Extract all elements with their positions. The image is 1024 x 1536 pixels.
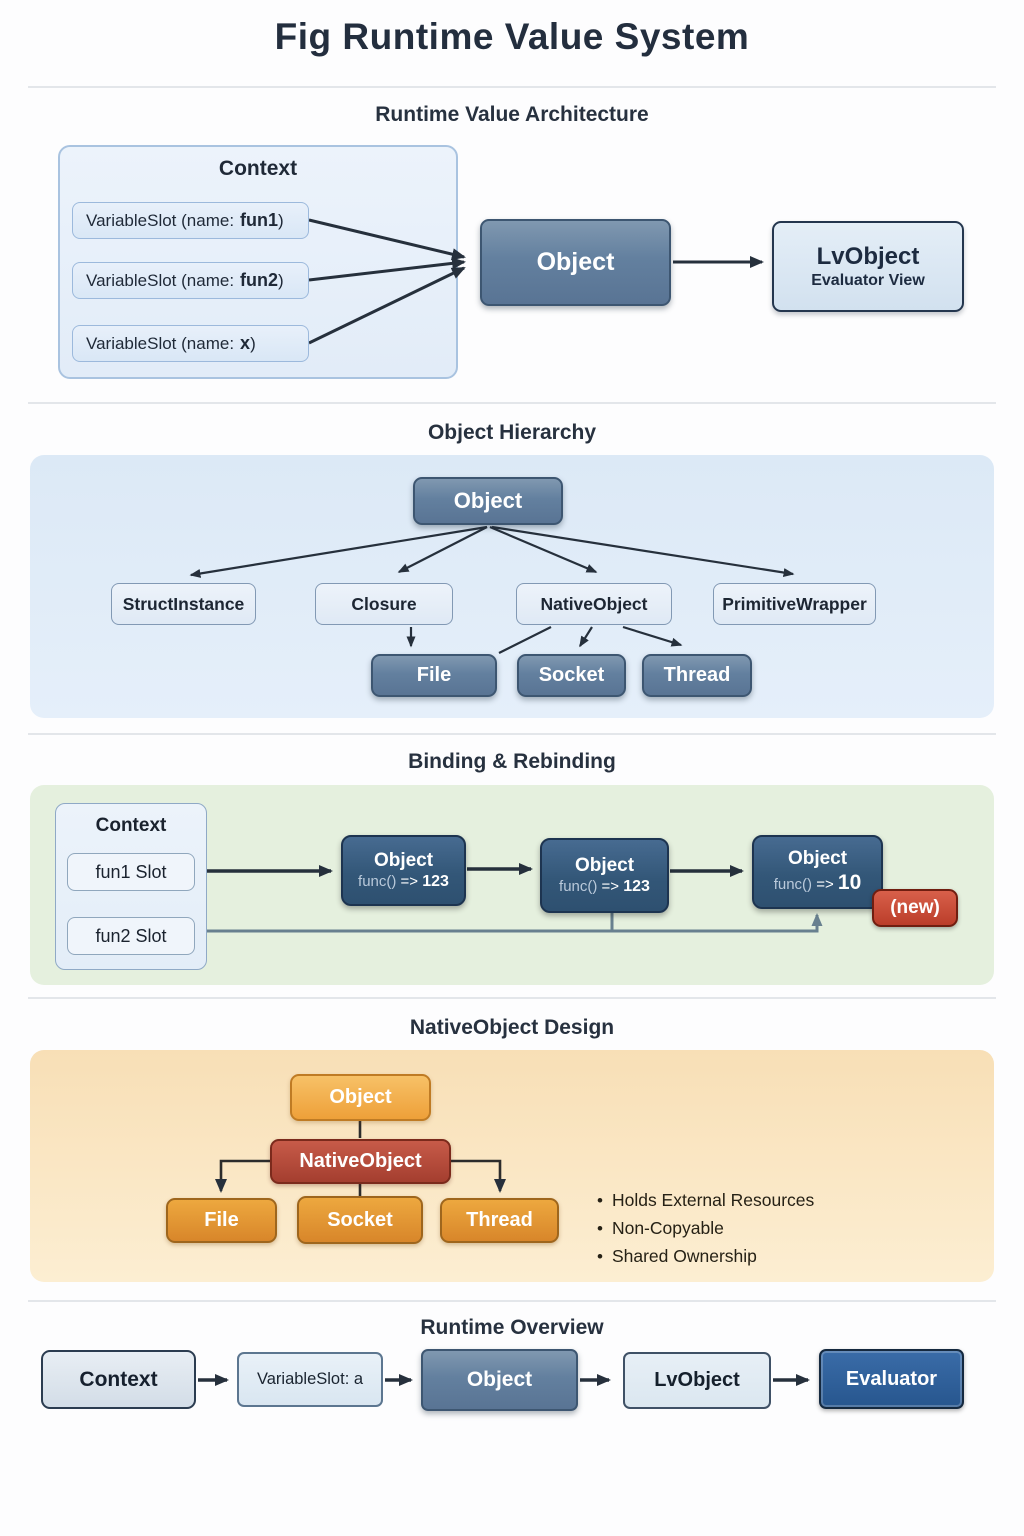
section-header-architecture: Runtime Value Architecture xyxy=(375,103,649,126)
bullet-holds-external-resources xyxy=(597,1190,814,1211)
bullet-text: Holds External Resources xyxy=(611,1190,815,1210)
new-badge: (new) xyxy=(872,889,958,927)
native-design-panel xyxy=(30,1050,994,1282)
slot-prefix: VariableSlot (name: xyxy=(86,333,235,353)
binding-object-1 xyxy=(341,835,466,906)
native-design-file: File xyxy=(166,1198,277,1243)
func-label: func() xyxy=(773,876,813,894)
bullet-dot: • xyxy=(597,1218,603,1238)
binding-context-title: Context xyxy=(95,815,167,836)
slot-suffix: ) xyxy=(250,333,256,353)
variable-slot-x xyxy=(72,325,309,362)
slot-suffix: ) xyxy=(278,210,284,230)
slot-name: x xyxy=(240,333,251,353)
page-title: Fig Runtime Value System xyxy=(274,16,750,57)
arrow-label: => xyxy=(400,872,419,890)
binding-object-2 xyxy=(540,838,669,913)
slot-name: fun1 xyxy=(240,210,279,230)
hierarchy-socket: Socket xyxy=(517,654,626,697)
divider-2 xyxy=(28,402,996,404)
lvobject-title: LvObject xyxy=(816,243,920,271)
overview-evaluator: Evaluator xyxy=(819,1349,964,1409)
hierarchy-nativeobject: NativeObject xyxy=(516,583,672,625)
section-header-binding: Binding & Rebinding xyxy=(408,750,616,773)
arrow-label: => xyxy=(816,876,834,894)
section-header-native-design: NativeObject Design xyxy=(409,1016,615,1039)
bullet-shared-ownership xyxy=(597,1246,757,1267)
binding-fun1-slot: fun1 Slot xyxy=(67,853,195,891)
hierarchy-root-object: Object xyxy=(413,477,563,525)
variable-slot-fun2 xyxy=(72,262,309,299)
slot-prefix: VariableSlot (name: xyxy=(86,270,235,290)
binding-object-3 xyxy=(752,835,883,909)
value-label: 123 xyxy=(422,872,449,890)
hierarchy-primitivewrapper: PrimitiveWrapper xyxy=(713,583,876,625)
hierarchy-structinstance: StructInstance xyxy=(111,583,256,625)
hierarchy-file: File xyxy=(371,654,497,697)
slot-prefix: VariableSlot (name: xyxy=(86,210,235,230)
variable-slot-fun1 xyxy=(72,202,309,239)
native-design-object: Object xyxy=(290,1074,431,1121)
bullet-text: Shared Ownership xyxy=(611,1246,757,1266)
binding-fun2-slot: fun2 Slot xyxy=(67,917,195,955)
section-header-overview: Runtime Overview xyxy=(420,1316,604,1339)
divider-4 xyxy=(28,997,996,999)
object-node-architecture: Object xyxy=(480,219,671,306)
divider-5 xyxy=(28,1300,996,1302)
lvobject-subtitle: Evaluator View xyxy=(811,271,925,289)
overview-variableslot: VariableSlot: a xyxy=(237,1352,383,1407)
object-func-line xyxy=(559,877,650,896)
hierarchy-thread: Thread xyxy=(642,654,752,697)
arrow-label: => xyxy=(601,877,620,895)
divider-3 xyxy=(28,733,996,735)
object-func-line xyxy=(358,872,449,891)
bullet-non-copyable xyxy=(597,1218,724,1239)
divider-1 xyxy=(28,86,996,88)
section-header-hierarchy: Object Hierarchy xyxy=(427,421,597,444)
bullet-dot: • xyxy=(597,1246,603,1266)
overview-object: Object xyxy=(421,1349,578,1411)
value-label: 123 xyxy=(623,877,650,895)
object-title: Object xyxy=(373,849,434,871)
native-design-thread: Thread xyxy=(440,1198,559,1243)
lvobject-node xyxy=(772,221,964,312)
context-panel-title: Context xyxy=(218,157,298,180)
overview-context: Context xyxy=(41,1350,196,1409)
hierarchy-closure: Closure xyxy=(315,583,453,625)
slot-suffix: ) xyxy=(278,270,284,290)
value-label: 10 xyxy=(837,871,862,895)
native-design-socket: Socket xyxy=(297,1196,423,1244)
native-design-nativeobject: NativeObject xyxy=(270,1139,451,1184)
bullet-text: Non-Copyable xyxy=(611,1218,724,1238)
func-label: func() xyxy=(358,872,397,890)
func-label: func() xyxy=(559,877,598,895)
object-title: Object xyxy=(574,854,635,876)
object-func-line xyxy=(774,870,862,895)
object-title: Object xyxy=(787,848,848,870)
bullet-dot: • xyxy=(597,1190,603,1210)
slot-name: fun2 xyxy=(240,270,279,290)
overview-lvobject: LvObject xyxy=(623,1352,771,1409)
